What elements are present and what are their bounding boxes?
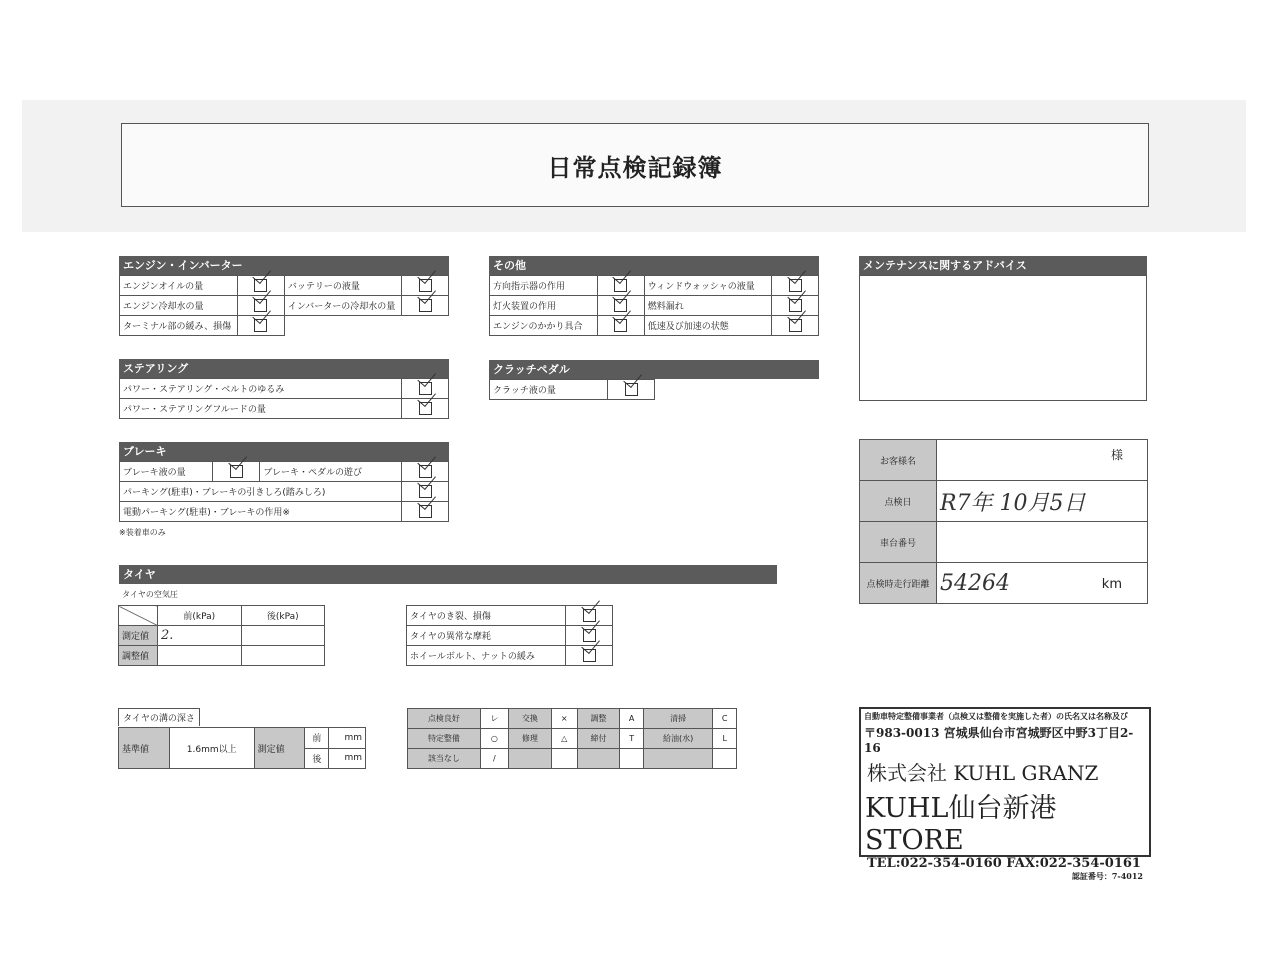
tire-header: タイヤ xyxy=(119,565,777,584)
tire-section xyxy=(119,565,777,604)
check-item: ホイールボルト、ナットの緩み xyxy=(407,646,566,666)
checkbox[interactable] xyxy=(597,316,644,336)
check-item: ターミナル部の緩み、損傷 xyxy=(120,316,238,336)
name-label: お客様名 xyxy=(860,440,937,481)
check-item: ブレーキ液の量 xyxy=(120,462,213,482)
other-section xyxy=(489,256,819,336)
car-number-label: 車台番号 xyxy=(860,522,937,563)
brake-header: ブレーキ xyxy=(119,442,449,461)
customer-name[interactable]: 様 xyxy=(937,440,1148,481)
rear-label: 後(kPa) xyxy=(241,606,325,626)
checkbox[interactable] xyxy=(402,502,449,522)
shop-stamp xyxy=(859,707,1151,881)
check-item: パワー・ステアリング・ベルトのゆるみ xyxy=(120,379,402,399)
stamp-store: KUHL仙台新港STORE xyxy=(865,793,1057,856)
check-item: 低速及び加速の状態 xyxy=(644,316,771,336)
checkbox[interactable] xyxy=(213,462,260,482)
check-item: エンジンオイルの量 xyxy=(120,276,238,296)
brake-note: ※装着車のみ xyxy=(119,528,166,537)
check-item: ウィンドウォッシャの液量 xyxy=(644,276,771,296)
check-item: パーキング(駐車)・ブレーキの引きしろ(踏みしろ) xyxy=(120,482,402,502)
rear-depth: 後 xyxy=(305,748,329,769)
measured-front[interactable]: 2. xyxy=(158,626,242,646)
stamp-phone: TEL:022-354-0160 FAX:022-354-0161 xyxy=(867,856,1141,871)
page-title: 日常点検記録簿 xyxy=(121,123,1149,207)
check-item: エンジン冷却水の量 xyxy=(120,296,238,316)
other-header: その他 xyxy=(489,256,819,275)
legend-table: 点検良好 レ 交換 × 調整 A 清掃 C 特定整備 ○ 修理 △ 締付 T 給油(水) L 該当なし / xyxy=(407,708,737,769)
date-label: 点検日 xyxy=(860,481,937,522)
adjusted-label: 調整値 xyxy=(119,646,158,666)
standard-label: 基準値 xyxy=(119,728,170,769)
check-item: 燃料漏れ xyxy=(644,296,771,316)
checkbox[interactable] xyxy=(566,646,613,666)
measured-label: 測定値 xyxy=(119,626,158,646)
mm-unit: mm xyxy=(329,748,366,769)
check-item: バッテリーの液量 xyxy=(284,276,401,296)
pressure-label: タイヤの空気圧 xyxy=(122,590,178,599)
mm-unit: mm xyxy=(329,728,366,749)
clutch-header: クラッチペダル xyxy=(489,360,819,379)
check-item: タイヤのき裂、損傷 xyxy=(407,606,566,626)
car-number[interactable] xyxy=(937,522,1148,563)
check-item: ブレーキ・ペダルの遊び xyxy=(260,462,402,482)
check-item: エンジンのかかり具合 xyxy=(490,316,598,336)
advice-section xyxy=(859,256,1147,401)
stamp-line: 自動車特定整備事業者（点検又は整備を実施した者）の氏名又は名称及び xyxy=(864,711,1128,721)
tire-checks xyxy=(406,605,613,666)
check-item: パワー・ステアリングフルードの量 xyxy=(120,399,402,419)
mileage-cell[interactable] xyxy=(937,563,1148,604)
depth-table xyxy=(118,727,366,769)
measured-label: 測定値 xyxy=(254,728,305,769)
adjusted-front[interactable] xyxy=(158,646,242,666)
stamp-company: 株式会社 KUHL GRANZ xyxy=(867,761,1099,785)
pressure-table xyxy=(118,605,325,666)
check-item: 電動パーキング(駐車)・ブレーキの作用※ xyxy=(120,502,402,522)
standard-value: 1.6mm以上 xyxy=(169,728,254,769)
measured-rear[interactable] xyxy=(241,626,325,646)
clutch-section xyxy=(489,360,819,400)
brake-section xyxy=(119,442,449,538)
mileage-label: 点検時走行距離 xyxy=(860,563,937,604)
engine-header: エンジン・インバーター xyxy=(119,256,449,275)
steering-header: ステアリング xyxy=(119,359,449,378)
check-item: タイヤの異常な摩耗 xyxy=(407,626,566,646)
checkbox[interactable] xyxy=(772,316,819,336)
checkbox[interactable] xyxy=(608,380,655,400)
advice-textarea[interactable] xyxy=(859,275,1147,401)
checkbox[interactable] xyxy=(402,399,449,419)
km-unit: km xyxy=(1101,576,1122,592)
front-label: 前(kPa) xyxy=(158,606,242,626)
stamp-cert: 認証番号：7-4012 xyxy=(1071,871,1143,881)
check-item: 灯火装置の作用 xyxy=(490,296,598,316)
adjusted-rear[interactable] xyxy=(241,646,325,666)
check-item: クラッチ液の量 xyxy=(490,380,608,400)
customer-table xyxy=(859,439,1148,604)
checkbox[interactable] xyxy=(402,296,449,316)
advice-header: メンテナンスに関するアドバイス xyxy=(859,256,1147,275)
stamp-address: 〒983-0013 宮城県仙台市宮城野区中野3丁目2-16 xyxy=(864,726,1134,755)
engine-section xyxy=(119,256,449,336)
front-depth: 前 xyxy=(305,728,329,749)
checkbox[interactable] xyxy=(237,316,284,336)
inspection-date[interactable]: R7年 10月5日 xyxy=(937,481,1148,522)
depth-label: タイヤの溝の深さ xyxy=(118,708,200,726)
check-item: 方向指示器の作用 xyxy=(490,276,598,296)
steering-section xyxy=(119,359,449,419)
check-item: インバーターの冷却水の量 xyxy=(284,296,401,316)
mileage-value: 54264 xyxy=(940,570,1010,596)
